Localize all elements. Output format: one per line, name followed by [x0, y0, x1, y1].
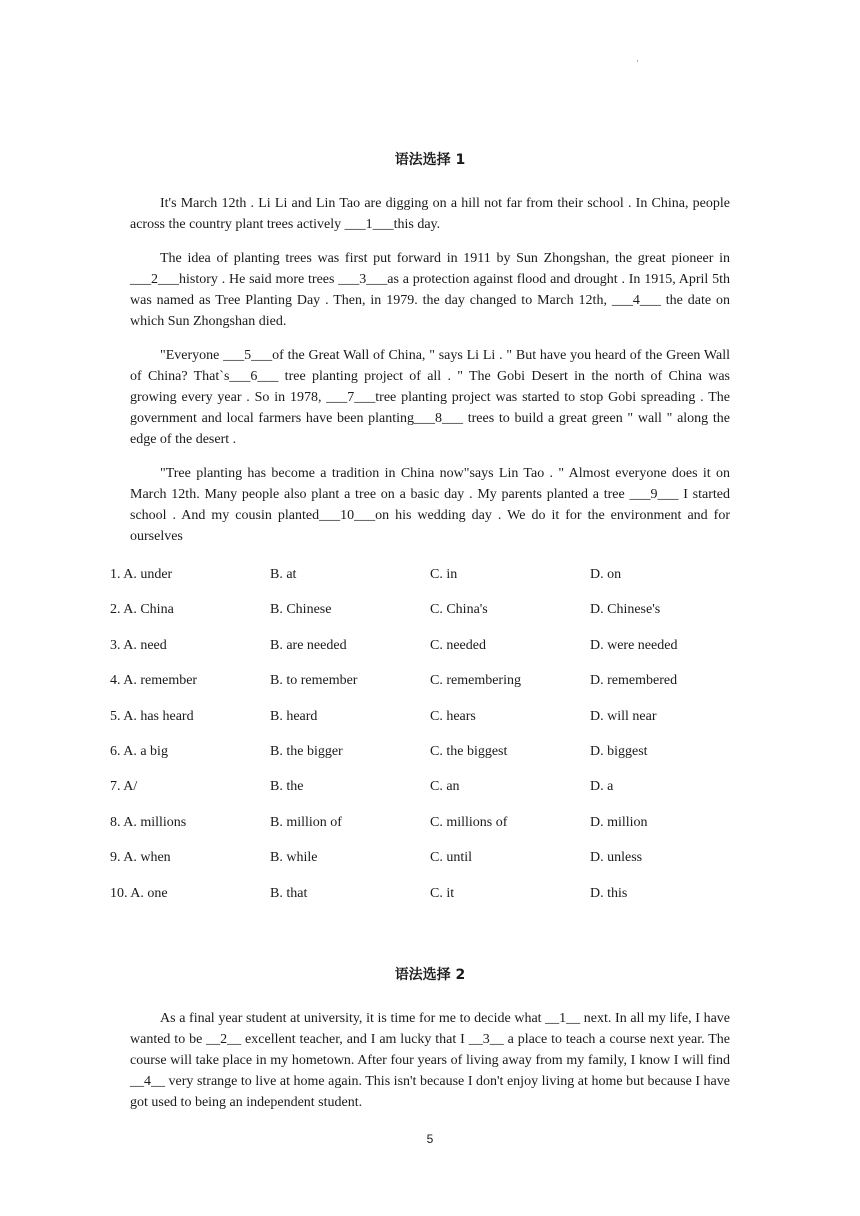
option-row [110, 564, 750, 599]
option-row [110, 670, 750, 705]
option-c: C. until [430, 850, 473, 866]
option-b: B. million of [270, 814, 342, 830]
option-b: B. the [270, 779, 304, 795]
option-row [110, 741, 750, 776]
option-a: 6. A. a big [110, 743, 168, 759]
option-c: C. remembering [430, 673, 521, 689]
section-1-passage [130, 193, 730, 560]
corner-mark: · [636, 56, 639, 66]
option-d: D. biggest [590, 743, 648, 759]
option-d: D. remembered [590, 673, 678, 689]
option-b: B. Chinese [270, 602, 332, 618]
option-d: D. million [590, 814, 648, 830]
section-2-title: 语法选择 2 [394, 967, 466, 983]
option-b: B. are needed [270, 637, 347, 653]
option-c: C. the biggest [430, 743, 508, 759]
section-1-title: 语法选择 1 [394, 152, 466, 168]
option-a: 3. A. need [110, 637, 167, 653]
option-a: 4. A. remember [110, 673, 198, 689]
option-a: 5. A. has heard [110, 708, 194, 724]
option-a: 8. A. millions [110, 814, 187, 830]
paragraph: "Everyone ___5___of the Great Wall of China, " says Li Li . " But have you heard of the Green Wall of China? That`s___6___ tree planting project of all . " The Gobi Desert in the north of China was growing every year . So in 1978, ___7___tree planting project was started to stop Gobi spreading . The government and local farmers have been planting___8___ trees to build a great green " wall " along the edge of the desert . [130, 348, 730, 447]
option-c: C. millions of [430, 814, 508, 830]
option-c: C. an [430, 779, 460, 795]
option-c: C. in [430, 567, 458, 582]
option-d: D. on [590, 567, 622, 582]
option-b: B. heard [270, 708, 318, 724]
option-d: D. this [590, 885, 628, 901]
paragraph: It's March 12th . Li Li and Lin Tao are digging on a hill not far from their school . In China, people across the country plant trees actively ___1___this day. [130, 196, 730, 232]
option-row [110, 776, 750, 811]
option-row [110, 706, 750, 741]
option-d: D. unless [590, 850, 643, 866]
option-c: C. it [430, 885, 455, 901]
option-a: 7. A/ [110, 779, 138, 795]
section-2-passage [130, 1008, 730, 1126]
option-a: 10. A. one [110, 885, 168, 901]
option-row [110, 599, 750, 634]
paragraph: The idea of planting trees was first put forward in 1911 by Sun Zhongshan, the great pioneer in ___2___history . He said more trees ___3___as a protection against flood and drought . In 1915, April 5th was named as Tree Planting Day . Then, in 1979. the day changed to March 12th, ___4___ the date on which Sun Zhongshan died. [130, 251, 730, 329]
option-b: B. while [270, 850, 318, 866]
page-number: 5 [426, 1132, 434, 1146]
option-d: D. Chinese's [590, 602, 661, 618]
option-b: B. that [270, 885, 308, 901]
option-row [110, 883, 750, 918]
option-d: D. will near [590, 708, 657, 724]
option-b: B. the bigger [270, 743, 343, 759]
option-d: D. a [590, 779, 614, 795]
option-c: C. needed [430, 637, 486, 653]
paragraph: "Tree planting has become a tradition in China now"says Lin Tao . " Almost everyone does it on March 12th. Many people also plant a tree on a basic day . My parents planted a tree ___9___ I started school . And my cousin planted___10___on his wedding day . We do it for the environment and for ourselves [130, 466, 730, 544]
paragraph: As a final year student at university, it is time for me to decide what __1__ next. In all my life, I have wanted to be __2__ excellent teacher, and I am lucky that I __3__ a place to teach a course next year. The course will take place in my hometown. After four years of living away from my family, I know I will find __4__ very strange to live at home again. This isn't because I don't enjoy living at home but because I have got used to being an independent student. [130, 1011, 730, 1110]
option-a: 1. A. under [110, 567, 173, 582]
option-a: 2. A. China [110, 602, 174, 618]
option-c: C. hears [430, 708, 476, 724]
answer-options-list [110, 564, 750, 918]
option-row [110, 812, 750, 847]
option-a: 9. A. when [110, 850, 171, 866]
option-row [110, 635, 750, 670]
option-d: D. were needed [590, 637, 678, 653]
option-b: B. to remember [270, 673, 358, 689]
option-b: B. at [270, 567, 297, 582]
option-c: C. China's [430, 602, 488, 618]
option-row [110, 847, 750, 882]
